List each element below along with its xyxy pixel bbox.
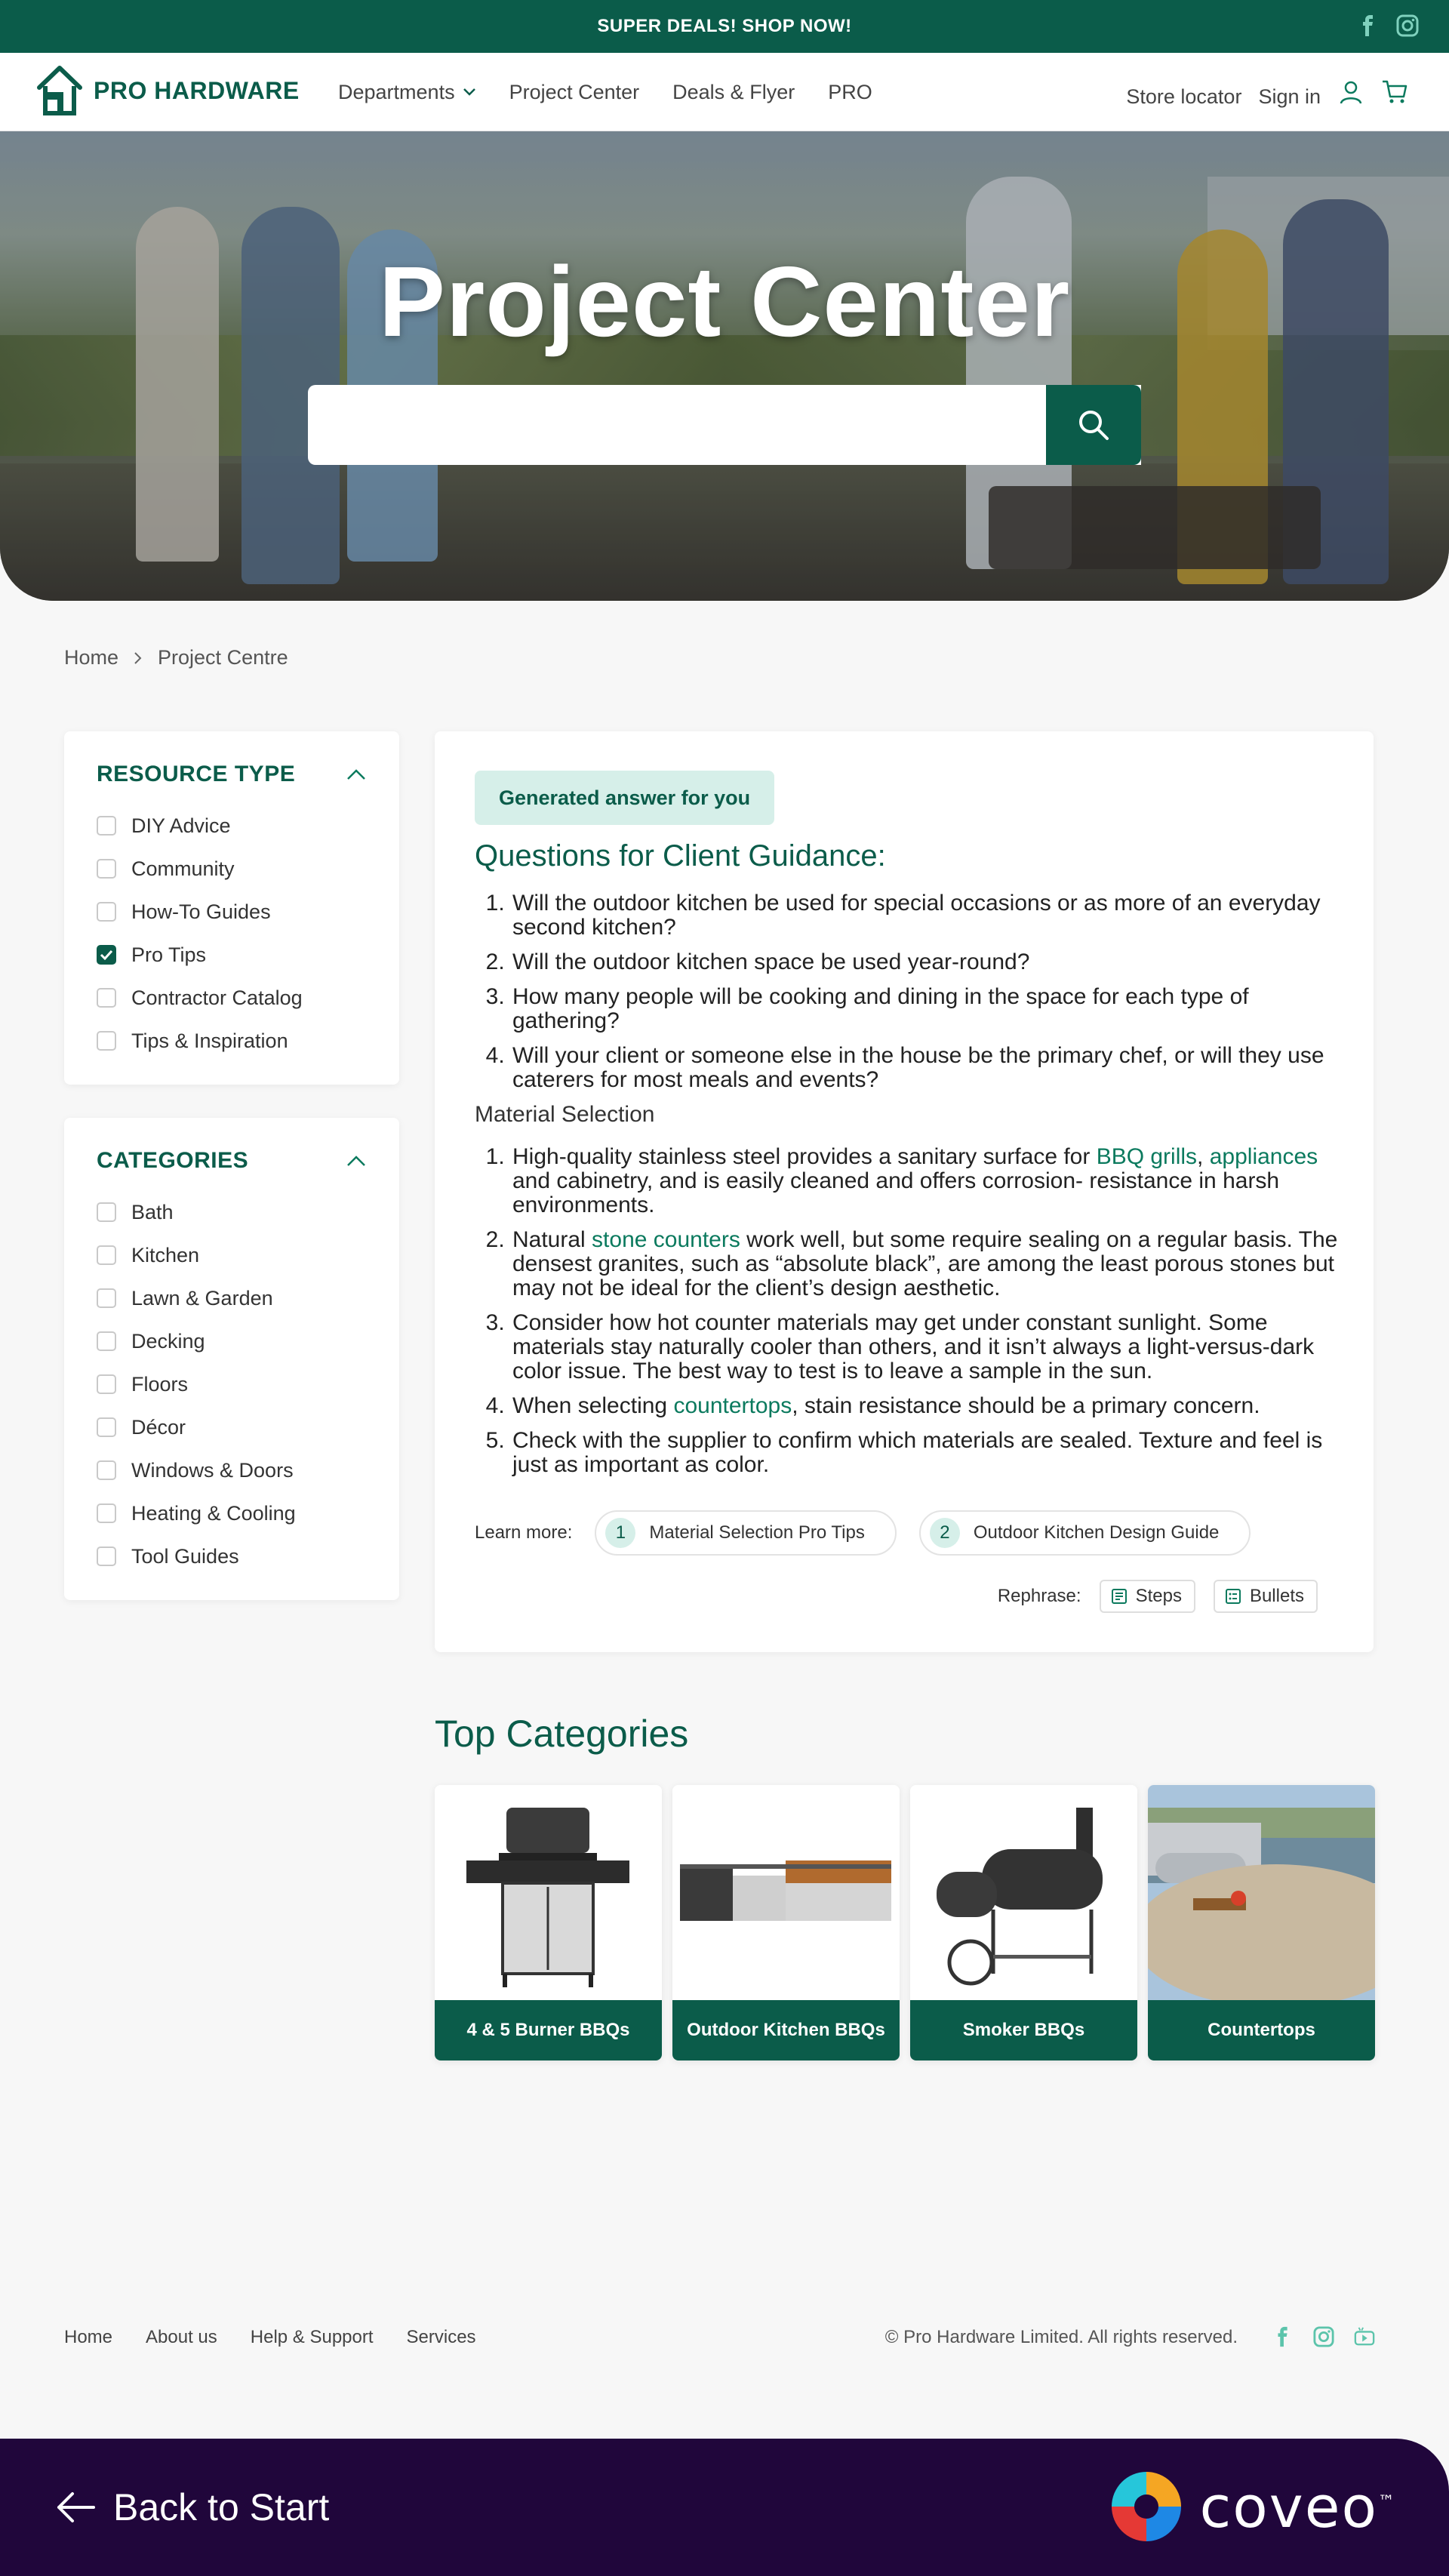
facet-value-label: Tool Guides: [131, 1545, 239, 1568]
material-item: 5. Check with the supplier to confirm which materials are sealed. Texture and feel is just as important as color.: [511, 1429, 1343, 1477]
facebook-icon[interactable]: [1272, 2326, 1294, 2347]
nav-departments[interactable]: [338, 81, 476, 104]
bbq-grills-link[interactable]: BBQ grills: [1096, 1144, 1198, 1169]
logo-text: PRO HARDWARE: [94, 76, 300, 104]
back-to-start-label: Back to Start: [113, 2486, 330, 2528]
house-logo-icon: [36, 63, 83, 118]
facet-value[interactable]: [97, 1502, 296, 1545]
material-list: [475, 1145, 1343, 1477]
facet-value-label: Contractor Catalog: [131, 986, 303, 1009]
facet-value-label: Heating & Cooling: [131, 1502, 296, 1525]
answer-heading: Questions for Client Guidance:: [475, 839, 886, 873]
footer-social-links: [1272, 2326, 1375, 2347]
checkbox[interactable]: [97, 1374, 116, 1394]
appliances-link[interactable]: appliances: [1209, 1144, 1318, 1169]
footer-link-home[interactable]: Home: [64, 2327, 113, 2347]
footer-link-help[interactable]: Help & Support: [250, 2327, 374, 2347]
search-button[interactable]: [1046, 385, 1141, 465]
account-icon[interactable]: [1337, 78, 1364, 106]
facet-value-label: Bath: [131, 1201, 174, 1223]
facet-value[interactable]: [97, 1029, 303, 1073]
search-input[interactable]: [308, 385, 1044, 465]
facet-values: [97, 814, 303, 1073]
answer-body: [475, 891, 1343, 1488]
category-card-label: Smoker BBQs: [910, 2000, 1137, 2060]
search-box: [308, 385, 1141, 465]
category-card-burner-bbqs[interactable]: [435, 1785, 662, 2060]
generated-answer-card: [435, 731, 1374, 1652]
facet-value[interactable]: [97, 1287, 296, 1330]
rephrase-label: Rephrase:: [997, 1586, 1081, 1606]
checkbox[interactable]: [97, 1460, 116, 1480]
facet-value[interactable]: [97, 1459, 296, 1502]
checkbox[interactable]: [97, 1547, 116, 1566]
citation-title: Material Selection Pro Tips: [649, 1522, 865, 1543]
question-item: 3. How many people will be cooking and dining in the space for each type of gathering?: [511, 985, 1343, 1033]
store-locator-link[interactable]: Store locator: [1126, 85, 1242, 108]
citation-title: Outdoor Kitchen Design Guide: [973, 1522, 1220, 1543]
facet-resource-type: [64, 731, 399, 1085]
category-card-smoker-bbqs[interactable]: [910, 1785, 1137, 2060]
instagram-icon[interactable]: [1396, 14, 1419, 37]
social-links: [1357, 14, 1419, 37]
main-nav: [338, 53, 872, 131]
top-categories-title: Top Categories: [435, 1713, 689, 1755]
checkbox-checked[interactable]: [97, 945, 116, 965]
citation-number: 2: [930, 1518, 960, 1548]
learn-more: [475, 1510, 1251, 1556]
rephrase-bullets-button[interactable]: [1214, 1580, 1318, 1613]
material-item: [511, 1228, 1343, 1300]
bullets-icon: [1224, 1587, 1242, 1605]
facet-value-label: Decking: [131, 1330, 205, 1353]
nav-pro[interactable]: PRO: [828, 80, 872, 103]
facet-value-label: Décor: [131, 1416, 186, 1439]
facebook-icon[interactable]: [1357, 14, 1380, 37]
text: High-quality stainless steel provides a sanitary surface for: [512, 1144, 1097, 1169]
coveo-wordmark: [1199, 2473, 1396, 2541]
rephrase-steps-button[interactable]: [1100, 1580, 1195, 1613]
generated-answer-badge: Generated answer for you: [475, 771, 774, 825]
nav-departments-label: Departments: [338, 80, 455, 103]
facet-title: CATEGORIES: [97, 1148, 249, 1173]
stone-counters-link[interactable]: stone counters: [592, 1227, 740, 1252]
promo-banner: [0, 0, 1449, 53]
question-item: 2. Will the outdoor kitchen space be used year-round?: [511, 950, 1343, 974]
cart-icon[interactable]: [1381, 78, 1408, 106]
material-item: 3. Consider how hot counter materials may get under constant sunlight. Some materials stay naturally cooler than others, and it isn’t always a light-versus-dark color issue. The best way to test is to leave a sample in the sun.: [511, 1311, 1343, 1383]
category-card-label: Outdoor Kitchen BBQs: [672, 2000, 900, 2060]
facet-value[interactable]: [97, 857, 303, 900]
citation-2[interactable]: [919, 1510, 1251, 1556]
top-categories-cards: [435, 1785, 1375, 2060]
breadcrumb-home[interactable]: Home: [64, 646, 119, 669]
countertops-link[interactable]: countertops: [673, 1393, 792, 1418]
youtube-icon[interactable]: [1354, 2326, 1375, 2347]
site-header: [0, 53, 1449, 131]
hero-overlay: [0, 131, 1449, 601]
facet-value[interactable]: [97, 986, 303, 1029]
trademark: ™: [1378, 2492, 1396, 2512]
checkbox[interactable]: [97, 1503, 116, 1523]
instagram-icon[interactable]: [1313, 2326, 1334, 2347]
promo-text[interactable]: SUPER DEALS! SHOP NOW!: [597, 16, 852, 36]
facet-value[interactable]: [97, 1244, 296, 1287]
chevron-right-icon: [134, 651, 143, 665]
facet-value-label: Kitchen: [131, 1244, 200, 1266]
checkbox[interactable]: [97, 1245, 116, 1265]
coveo-logo: [1109, 2469, 1396, 2544]
facet-value[interactable]: [97, 943, 303, 986]
facet-value[interactable]: [97, 1416, 296, 1459]
checkmark-icon: [100, 949, 113, 960]
text: , stain resistance should be a primary concern.: [792, 1393, 1260, 1418]
brand-name: coveo: [1199, 2473, 1378, 2541]
text: ,: [1197, 1144, 1210, 1169]
facet-values: [97, 1201, 296, 1588]
facet-value-label: Floors: [131, 1373, 189, 1396]
smoker-image: [910, 1785, 1137, 2000]
facet-value-label: Lawn & Garden: [131, 1287, 273, 1310]
facet-value-label: How-To Guides: [131, 900, 271, 923]
chevron-up-icon[interactable]: [346, 768, 367, 781]
category-card-label: 4 & 5 Burner BBQs: [435, 2000, 662, 2060]
sign-in-link[interactable]: Sign in: [1258, 85, 1321, 108]
facet-value[interactable]: [97, 900, 303, 943]
category-card-countertops[interactable]: [1148, 1785, 1375, 2060]
bbq-grill-image: [435, 1785, 662, 2000]
checkbox[interactable]: [97, 1288, 116, 1308]
checkbox[interactable]: [97, 1202, 116, 1222]
facet-value-label: Windows & Doors: [131, 1459, 294, 1482]
outdoor-kitchen-image: [672, 1785, 900, 2000]
text: When selecting: [512, 1393, 674, 1418]
facet-categories: [64, 1118, 399, 1600]
facet-value-label: Pro Tips: [131, 943, 207, 966]
text: work well, but some require sealing on a regular basis. The densest granites, such as “absolute black”, are among the least porous stones but may not be ideal for the client’s design aesthetic.: [512, 1227, 1338, 1300]
footer-link-services[interactable]: Services: [406, 2327, 476, 2347]
logo[interactable]: [36, 63, 300, 118]
facet-value[interactable]: [97, 814, 303, 857]
facet-value-label: DIY Advice: [131, 814, 231, 837]
questions-list: [475, 891, 1343, 1092]
checkbox[interactable]: [97, 859, 116, 879]
hero-banner: [0, 131, 1449, 601]
arrow-left-icon: [54, 2491, 97, 2524]
hero-title: Project Center: [378, 246, 1071, 357]
checkbox[interactable]: [97, 1031, 116, 1051]
footer-link-about[interactable]: About us: [146, 2327, 217, 2347]
copyright: © Pro Hardware Limited. All rights reserved.: [884, 2327, 1238, 2347]
rephrase-options: [998, 1580, 1318, 1613]
footer-links: [64, 2327, 476, 2348]
facet-value-label: Community: [131, 857, 235, 880]
back-to-start-button[interactable]: [54, 2439, 329, 2576]
breadcrumb-current: Project Centre: [158, 646, 288, 669]
question-item: 4. Will your client or someone else in the house be the primary chef, or will they use caterers for most meals and events?: [511, 1044, 1343, 1092]
category-card-outdoor-kitchen[interactable]: [672, 1785, 900, 2060]
checkbox[interactable]: [97, 816, 116, 836]
chevron-up-icon[interactable]: [346, 1154, 367, 1168]
citation-1[interactable]: [595, 1510, 896, 1556]
countertop-image: [1148, 1785, 1375, 2000]
coveo-logo-icon: [1109, 2469, 1184, 2544]
facet-header[interactable]: [97, 762, 367, 787]
citation-number: 1: [605, 1518, 635, 1548]
rephrase-steps-label: Steps: [1135, 1586, 1182, 1606]
search-icon: [1075, 407, 1112, 443]
nav-project-center[interactable]: Project Center: [509, 80, 640, 103]
category-card-label: Countertops: [1148, 2000, 1375, 2060]
checkbox[interactable]: [97, 1417, 116, 1437]
breadcrumb: [64, 646, 288, 669]
facet-header[interactable]: [97, 1148, 367, 1174]
checkbox[interactable]: [97, 988, 116, 1008]
checkbox[interactable]: [97, 1331, 116, 1351]
answer-subheading: Material Selection: [475, 1102, 655, 1127]
text: and cabinetry, and is easily cleaned and offers corrosion- resistance in harsh environments.: [512, 1168, 1280, 1217]
chevron-down-icon: [463, 88, 476, 97]
material-item: [511, 1394, 1343, 1418]
facet-title: RESOURCE TYPE: [97, 762, 296, 786]
steps-icon: [1110, 1587, 1128, 1605]
facet-value[interactable]: [97, 1330, 296, 1373]
header-actions: [1126, 53, 1408, 131]
facet-value[interactable]: [97, 1545, 296, 1588]
material-item: [511, 1145, 1343, 1217]
facet-value[interactable]: [97, 1201, 296, 1244]
rephrase-bullets-label: Bullets: [1249, 1586, 1304, 1606]
facet-value[interactable]: [97, 1373, 296, 1416]
demo-bottom-bar: [0, 2439, 1449, 2576]
question-item: 1. Will the outdoor kitchen be used for special occasions or as more of an everyday second kitchen?: [511, 891, 1343, 940]
nav-deals-flyer[interactable]: Deals & Flyer: [672, 80, 795, 103]
checkbox[interactable]: [97, 902, 116, 922]
facet-value-label: Tips & Inspiration: [131, 1029, 288, 1052]
text: Natural: [512, 1227, 592, 1252]
learn-more-label: Learn more:: [475, 1522, 573, 1543]
